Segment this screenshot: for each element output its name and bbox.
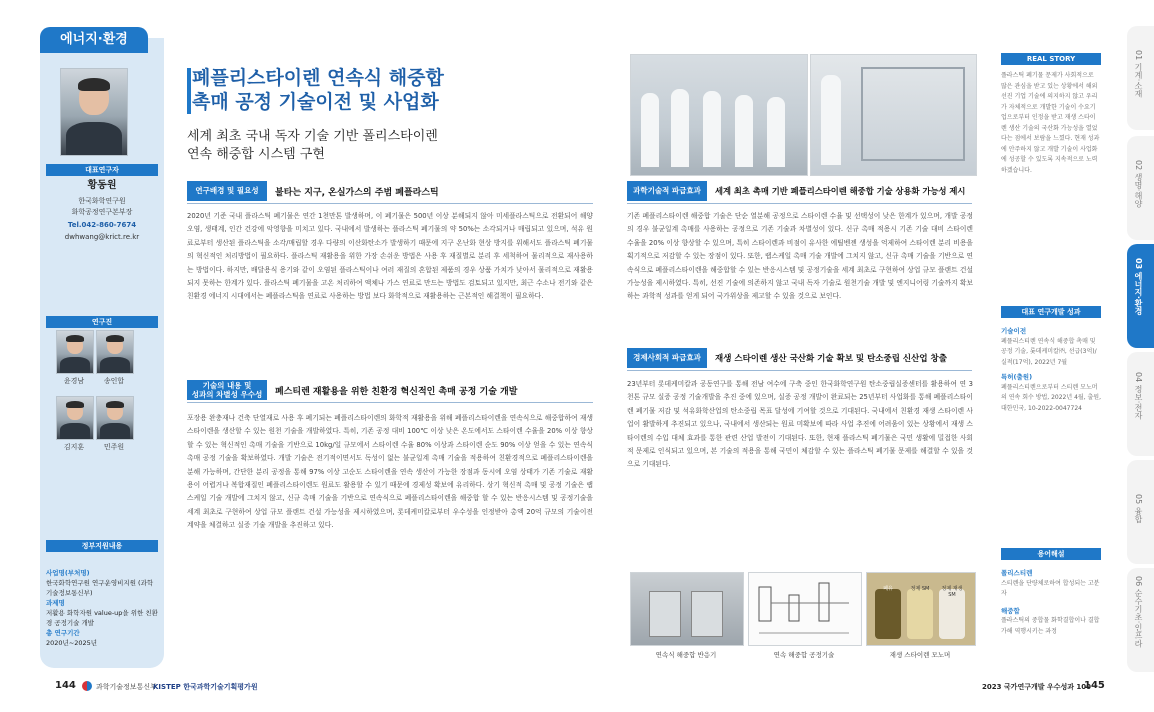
page-number-left: 144 bbox=[55, 680, 76, 691]
article-title bbox=[192, 66, 444, 114]
section1-body: 2020년 기준 국내 플라스틱 폐기물은 연간 1천만톤 발생하며, 이 폐기물은 500년 이상 분해되지 않아 미세플라스틱으로 전환되어 해양오염, 생태계, 인간 건강에 악영향을 미치고 있다. 국내에서 발생하는 플라스틱 폐기물의 약 50%는 소각되거나 매립되고 있으며, 석유 원료로부터 생산된 플라스틱을 소각/매립할 경우 다량의 이산화탄소가 발생하기 때문에 지구 온난화 현상 방지를 위해서도 플라스틱 폐기물의 혁신적인 처리방법이 필요하다. 플라스틱 재활용을 위한 가장 손쉬운 방법은 사용 후 재질별로 분리 후 세척하여 물리적으로 재사용하는 방법이다. 하지만, 배달용식 용기와 같이 오염된 플라스틱이나 여러 재질의 혼합된 제품의 경우 상품 가치가 낮아서 물리적으로 재활용되지 못하는 한계가 있다. 플라스틱 폐기물을 고온 처리하여 액체나 가스 연료로 만드는 방법도 검토되고 있지만, 최근 수소나 전기와 같은 친환경 에너지 시대에서는 폐플라스틱을 연료로 사용하는 방법 보다 화학적으로 재활용하는 근본적인 해결책이 필요하다. bbox=[187, 212, 593, 301]
section-heading: 불타는 지구, 온실가스의 주범 폐플라스틱 bbox=[275, 188, 439, 198]
funding-key: 과제명 bbox=[46, 599, 65, 607]
subtitle-line: 세계 최초 국내 독자 기술 기반 폴리스타이렌 bbox=[187, 129, 438, 144]
section1-header bbox=[187, 181, 593, 201]
researcher-name: 민주원 bbox=[103, 443, 125, 451]
glossary-key: 해중합 bbox=[1001, 606, 1020, 615]
section2-body: 포장용 완충재나 건축 단열재로 사용 후 폐기되는 폐플리스타이렌의 화학적 재활용을 위해 폐플리스타이렌을 연속식으로 해중합하여 재생 스타이렌을 생산할 수 있는 원천 기술을 개발하였다. 특히, 기존 공정 대비 100℃ 이상 낮은 온도에서도 스타이렌 수율을 20% 이상 향상할 수 있는 혁신적인 촉매 기술을 기반으로 10kg/일 규모에서 스타이렌 수율 80% 이상과 스타이렌 순도 90% 이상 얻을 수 있는 연속식 촉매 공정 기술을 확보하였다. 개발 기술은 전기적이면서도 독성이 없는 불균일계 촉매 기술을 적용하여 친환경적으로 폐플리스타이렌을 분해 가능하며, 간단한 분리 공정을 통해 97% 이상 고순도 스타이렌을 연속 생산이 가능한 장점과 동시에 오염 상태가 기존 기술로 재활용이 어렵거나 복합재질인 폐플리스타이렌도 원료도 활용할 수 있기 때문에 경제성 확보에 유리하다. 상기 혁신적 촉매 및 공정 기술은 랩스케일 기술 개발에 그치지 않고, 신규 촉매 기술을 기반으로 연속식으로 폐플리스타이렌을 해중합 할 수 있는 반응시스템 및 공정기술을 세계 최초로 구현하여 상업 규모 플랜트 건설 가능성을 제시하였으며, 롯데케미칼로부터 우수성을 인정받아 총액 20억 규모의 기술이전 계약을 체결하고 실증 기술 개발을 추진하고 있다. bbox=[187, 414, 593, 530]
reactor-photo bbox=[630, 572, 744, 646]
lead-researcher-photo bbox=[60, 68, 128, 156]
section4-header bbox=[627, 348, 972, 368]
section2-header bbox=[187, 380, 593, 400]
section-chip: 연구배경 및 필요성 bbox=[187, 181, 267, 201]
funding-label: 정부지원내용 bbox=[46, 540, 158, 552]
section-heading: 폐스티렌 재활용을 위한 친환경 혁신적인 촉매 공정 기술 개발 bbox=[275, 387, 518, 397]
funding-key: 사업명(부처명) bbox=[46, 569, 90, 577]
ministry-logo-icon bbox=[82, 681, 92, 691]
section3-body: 기존 폐플리스타이렌 해중합 기술은 단순 열분해 공정으로 스타이렌 수율 및 선택성이 낮은 한계가 있으며, 개발 공정의 경우 불균일계 촉매를 사용하는 공정으로 기존 기술과 차별성이 있다. 신규 촉매 적용시 기존 기술 대비 스타이렌 수율을 20% 이상 향상할 수 있으며, 특히 스타이렌과 비점이 유사한 에틸벤젠 생성을 억제하여 스타이렌 분리 비용을 획기적으로 저감할 수 있는 장점이 있다. 또한, 랩스케일 촉매 기술 개발에 그치지 않고, 신규 촉매 기술을 기반으로 연속식으로 폐플리스타이렌을 해중합할 수 있는 반응시스템 및 공정기술을 세계 최초로 구현하여 상업 규모 플랜트 건설 가능성을 제시하였다. 특히, 선진 기술에 의존하지 않고 국내 독자 기술로 원천기술 개발 및 엔지니어링 기술까지 확보하는 과학적 성과를 얻게 되어 국가위상을 제고할 수 있을 것으로 보인다. bbox=[627, 212, 973, 301]
researcher-name: 송인합 bbox=[103, 377, 125, 385]
section-heading: 세계 최초 촉매 기반 폐플리스타이렌 해중합 기술 상용화 가능성 제시 bbox=[715, 186, 966, 196]
ministry-logo-text: 과학기술정보통신부 bbox=[96, 683, 157, 691]
lead-tel: Tel.042-860-7674 bbox=[67, 221, 137, 229]
funding-value: 2020년~2025년 bbox=[46, 639, 98, 647]
lead-org: 한국화학연구원 bbox=[78, 197, 126, 205]
achievement-value: 폐플리스티렌으로부터 스티렌 모노머의 연속 회수 방법, 2022년 4월, 출원, 대한민국, 10-2022-0047724 bbox=[1001, 383, 1102, 412]
styrene-bottles-photo bbox=[866, 572, 976, 646]
bottle-label: 정제 재생SM bbox=[941, 586, 963, 598]
funding-value: 한국화학연구원 연구운영비지원 (과학기술정보통신부) bbox=[46, 579, 154, 597]
tab-life-ocean[interactable] bbox=[1127, 136, 1154, 240]
chip-line: 기술의 내용 및 bbox=[202, 381, 252, 390]
glossary-value: 스티렌을 단량체로하여 합성되는 고분자 bbox=[1001, 579, 1100, 597]
section-chip: 경제사회적 파급효과 bbox=[627, 348, 707, 368]
article-subtitle bbox=[187, 128, 438, 164]
glossary-value: 플라스틱의 중합물 화학결합이나 결합 가해 역행시키는 과정 bbox=[1001, 617, 1100, 635]
achievement-value: 폐플리스티렌 연속식 해중합 촉매 및 공정 기술, 롯데케미칼㈜, 선급(3억)/실적(17억), 2022년 7월 bbox=[1001, 337, 1097, 366]
lead-dept: 화학공정연구본부장 bbox=[71, 208, 133, 216]
researcher-photo bbox=[96, 396, 134, 440]
lab-photo bbox=[810, 54, 977, 176]
brand-footer: 2023 국가연구개발 우수성과 100 bbox=[982, 683, 1092, 691]
section-heading: 재생 스타이렌 생산 국산화 기술 확보 및 탄소중립 신산업 창출 bbox=[715, 354, 947, 364]
title-line: 폐플리스타이렌 연속식 해중합 bbox=[192, 67, 444, 89]
chip-line: 성과의 차별성 우수성 bbox=[191, 390, 263, 399]
glossary-list bbox=[1001, 568, 1101, 637]
role-label: 대표연구자 bbox=[46, 164, 158, 176]
funding-key: 총 연구기간 bbox=[46, 629, 80, 637]
tab-machinery-materials[interactable] bbox=[1127, 26, 1154, 130]
tab-label: 06 순수기초·인프라 bbox=[1134, 576, 1143, 648]
section-chip: 과학기술적 파급효과 bbox=[627, 181, 707, 201]
team-photo bbox=[630, 54, 808, 176]
researcher-name: 김지훈 bbox=[63, 443, 85, 451]
real-story-label: REAL STORY bbox=[1001, 53, 1101, 65]
lead-name: 황동원 bbox=[87, 180, 117, 191]
section-tag: 에너지·환경 bbox=[40, 27, 148, 53]
tab-label: 02 생명·해양 bbox=[1134, 160, 1143, 208]
kistep-logo-text: KISTEP 한국과학기술기획평가원 bbox=[153, 683, 258, 691]
title-accent-bar bbox=[187, 68, 191, 114]
tab-convergence[interactable] bbox=[1127, 460, 1154, 564]
process-diagram-svg bbox=[749, 573, 861, 645]
tab-label: 05 융합 bbox=[1134, 494, 1143, 523]
process-diagram bbox=[748, 572, 862, 646]
funding-info bbox=[46, 568, 158, 648]
researcher-photo bbox=[56, 396, 94, 440]
researcher-photo bbox=[96, 330, 134, 374]
tab-label: 01 기계·소재 bbox=[1134, 50, 1143, 98]
glossary-label: 용어해설 bbox=[1001, 548, 1101, 560]
bottle-label: 정제 SM bbox=[910, 586, 930, 592]
lead-email[interactable]: dwhwang@krict.re.kr bbox=[64, 233, 140, 241]
tab-basic-infra[interactable] bbox=[1127, 568, 1154, 672]
section-chip bbox=[187, 380, 267, 400]
achievements-list bbox=[1001, 326, 1101, 414]
funding-value: 저활용 화학자원 value-up을 위한 친환경 공정기술 개발 bbox=[46, 609, 158, 627]
photo-caption: 연속식 해중합 반응기 bbox=[655, 651, 717, 659]
researcher-name: 윤경남 bbox=[63, 377, 85, 385]
tab-label: 04 정보·전자 bbox=[1134, 372, 1143, 420]
section4-body: 23년부터 롯데케미칼과 공동연구를 통해 전남 여수에 구축 중인 한국화학연구원 탄소중립실증센터를 활용하여 연 3천톤 규모 실증 공정 기술개발을 추진 중에 있으며, 실증 공정 개발이 완료되는 25년부터 사업화를 통해 폐플리스타이렌 폐기물 저감 및 석유화학산업의 탄소중립 목표 달성에 기여할 것으로 기대된다. 국내에서 친환경 재생 스타이렌 사업이 활발하게 추진되고 있으나, 국내에서 생산되는 원료 미확보에 따라 사업 추진에 어려움이 있는 상황에서 재생 스타이렌의 수입 대체 효과를 통한 관련 산업 발전이 기대된다. 또한, 현재 플라스틱 폐기물은 국민 생활에 밀접한 사회적 문제로 인식되고 있으며, 본 기술의 적용을 통해 국민이 체감할 수 있는 플라스틱 폐기물 문제를 해결할 수 있을 것으로 기대된다. bbox=[627, 380, 973, 469]
glossary-key: 폴리스티렌 bbox=[1001, 569, 1033, 577]
tab-information-electronics[interactable] bbox=[1127, 352, 1154, 456]
achievement-key: 기술이전 bbox=[1001, 327, 1027, 335]
bottle-label: 폐유 bbox=[883, 586, 893, 592]
page-number-right: 145 bbox=[1084, 680, 1105, 691]
achievements-label: 대표 연구개발 성과 bbox=[1001, 306, 1101, 318]
achievement-key: 특허(출원) bbox=[1001, 373, 1033, 381]
real-story-text: 플라스틱 폐기물 문제가 사회적으로 많은 관심을 받고 있는 상황에서 해외 선진 기업 기술에 의지하지 않고 우리가 자체적으로 개발한 기술이 수요기업으로부터 인정을 받고 재생 스타이렌 생산 기술의 국산화 가능성을 열었다는 점에서 보람을 느꼈다. 현재 성과에 안주하지 않고 개발 기술이 사업화에 성공할 수 있도록 지속적으로 노력하겠습니다. bbox=[1001, 72, 1100, 174]
title-line: 촉매 공정 기술이전 및 사업화 bbox=[192, 91, 439, 113]
photo-caption: 재생 스타이렌 모노머 bbox=[889, 651, 951, 659]
researcher-photo bbox=[56, 330, 94, 374]
photo-caption: 연속 해중합 공정기술 bbox=[773, 651, 835, 659]
subtitle-line: 연속 해중합 시스템 구현 bbox=[187, 147, 325, 162]
section3-header bbox=[627, 181, 972, 201]
tab-energy-environment[interactable] bbox=[1127, 244, 1154, 348]
tab-label: 03 에너지·환경 bbox=[1134, 258, 1143, 315]
researchers-label: 연구진 bbox=[46, 316, 158, 328]
